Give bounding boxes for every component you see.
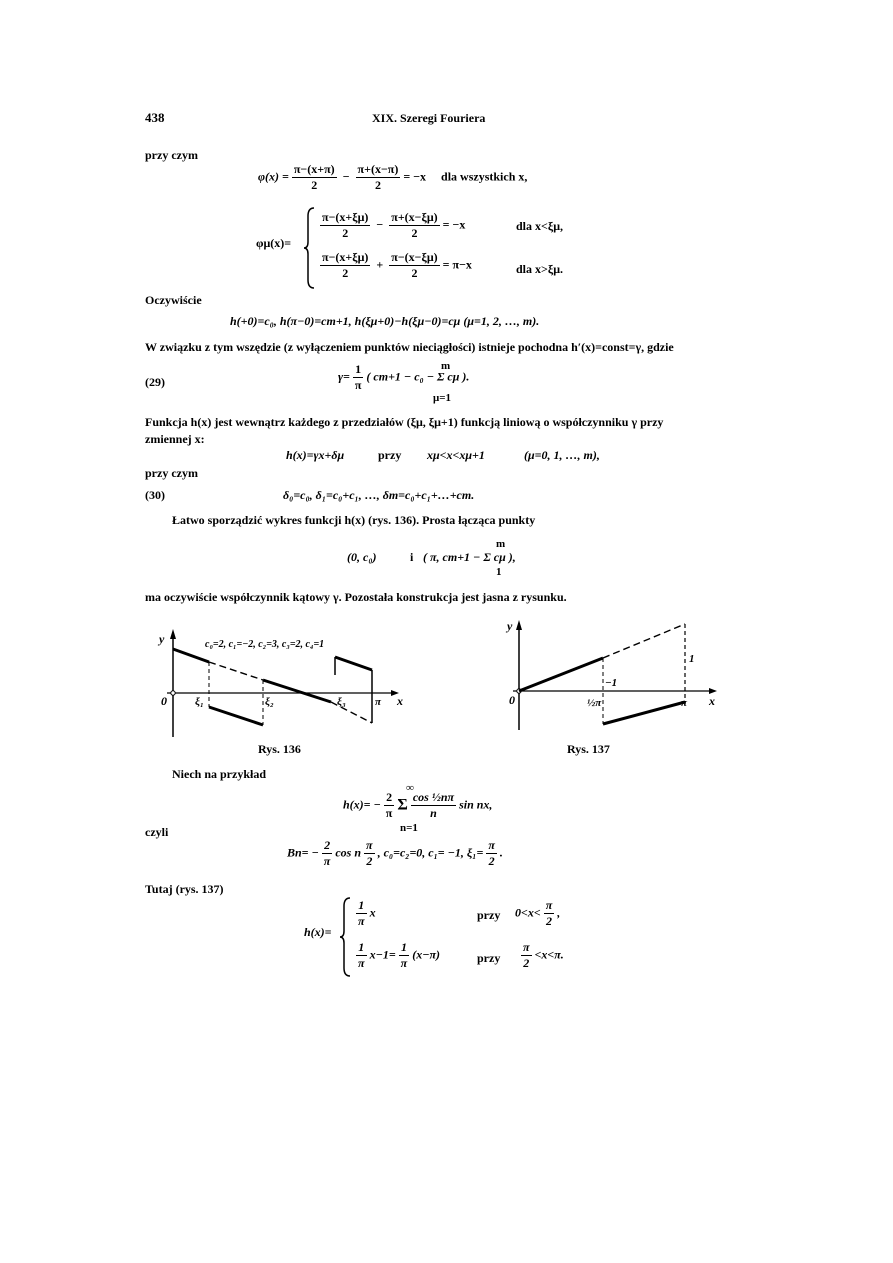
- eq-hx-b-range: [521, 940, 564, 971]
- eq-points-a: (0, c₀): [347, 550, 377, 564]
- eq-bn-rest: , c₀=c₂=0, c₁= −1, ξ₁=: [377, 845, 484, 860]
- eq-hx-b-range-n: π: [523, 940, 530, 954]
- eq-hx-lhs: h(x)=: [304, 925, 332, 939]
- eq-points-b: ( π, cm+1 − Σ cμ ),: [423, 550, 516, 564]
- fig137-seg-2: [603, 702, 685, 724]
- fig137-origin-label: 0: [509, 693, 515, 707]
- fig136-x-label: x: [397, 694, 403, 708]
- eq-phi-frac1: [292, 162, 337, 193]
- page-number: 438: [145, 110, 165, 125]
- eq-example-frac-d: π: [385, 806, 393, 820]
- fig136-seg-4: [335, 657, 372, 670]
- brace-hx: [340, 896, 352, 978]
- eq-phi: φ(x) = $\frac{\pi-(x+\pi)}{2}$ − $\frac{\pi+(x-\pi)}{2}$ = −x dla wszystkich x,: [258, 162, 528, 192]
- eq-phi-cond: dla wszystkich x,: [441, 169, 528, 184]
- eq-bn-frac3-d: 2: [488, 854, 495, 868]
- fig137-minus1-label: −1: [605, 677, 618, 689]
- eq-bn-frac3-n: π: [488, 838, 495, 852]
- eq-hx-a-range-text: 0<x<: [515, 905, 541, 920]
- eq29-label: (29): [145, 375, 165, 389]
- eq-hx-b-range-d: 2: [523, 956, 530, 970]
- fig137-halfpi-label: ½π: [587, 697, 602, 709]
- fig136-xi2-label: ξ₂: [265, 696, 274, 708]
- text-przy-czym-2: przy czym: [145, 466, 198, 480]
- text-latwo: Łatwo sporządzić wykres funkcji h(x) (rys. 136). Prosta łącząca punkty: [172, 513, 536, 527]
- eq-hx-a-range-n: π: [545, 898, 553, 912]
- fig136-xi3-label: ξ₃: [337, 696, 346, 708]
- eq-phi-num2: π+(x−π): [357, 162, 399, 176]
- fig136-pi-label: π: [375, 696, 382, 708]
- fig137-pi-label: π: [681, 697, 688, 709]
- eq-hx-b: [356, 940, 440, 971]
- eq-phimu-b-cond: dla x>ξμ.: [516, 262, 563, 276]
- fig137-seg-1: [519, 658, 603, 691]
- eq-hx-b-end: (x−π): [412, 947, 441, 962]
- eq-hx-b-1d: π: [358, 956, 365, 970]
- eq-points-sum-bot: 1: [496, 566, 502, 578]
- eq29-body: ( cm+1 − c₀ − Σ cμ ).: [366, 369, 470, 384]
- fig136-origin-dot: [171, 691, 175, 695]
- eq-phi-den1: 2: [311, 178, 318, 192]
- eq29-frac-n: 1: [353, 362, 364, 378]
- fig136-params: c₀=2, c₁=−2, c₂=3, c₃=2, c₄=1: [205, 639, 325, 650]
- eq-hx-a-range: [515, 898, 560, 929]
- text-ma-oczywiscie: ma oczywiście współczynnik kątowy γ. Pozostała konstrukcja jest jasna z rysunku.: [145, 590, 567, 604]
- eq-hx-b-2n: 1: [399, 940, 410, 956]
- eq-phimu-b-den2: 2: [411, 266, 418, 280]
- fig137-x-label: x: [709, 694, 715, 708]
- text-przy-czym: przy czym: [145, 148, 198, 162]
- eq-example-frac-n: 2: [384, 790, 395, 806]
- eq-phimu-a: $\frac{\pi-(x+\xi\mu)}{2}$ − $\frac{\pi+(x-\xi\mu)}{2}$ = −x: [322, 210, 466, 240]
- eq-example-term-n: cos ½nπ: [412, 790, 455, 804]
- eq-phimu-b-num1: π−(x+ξμ): [322, 250, 369, 264]
- eq-bn-frac-d: π: [323, 854, 331, 868]
- eq-hx-a-n: 1: [356, 898, 367, 914]
- eq-hx-b-range-text: <x<π.: [534, 947, 564, 962]
- eq-phi-den2: 2: [374, 178, 381, 192]
- eq29-sum-bot: μ=1: [433, 392, 452, 404]
- eq-hx-b-cond: przy: [477, 951, 501, 965]
- eq29-lhs: γ=: [338, 369, 350, 384]
- eq-example-sum-bot: n=1: [400, 822, 418, 834]
- eq-hlin-cond3: (μ=0, 1, …, m),: [524, 448, 600, 462]
- eq-phimu-b: $\frac{\pi-(x+\xi\mu)}{2}$ + $\frac{\pi-(x-\xi\mu)}{2}$ = π−x: [322, 250, 472, 280]
- fig137-one-label: 1: [689, 653, 695, 665]
- eq-example-sum-top: ∞: [406, 782, 414, 794]
- eq-bn-end: .: [499, 845, 503, 860]
- eq-phimu-b-num2: π−(x−ξμ): [391, 250, 438, 264]
- fig137-caption: Rys. 137: [567, 742, 610, 756]
- eq-hx-a-x: x: [369, 905, 376, 920]
- eq-bn: [287, 838, 503, 869]
- eq-hx-b-1n: 1: [356, 940, 367, 956]
- fig136-dash-1: [209, 662, 263, 680]
- eq-phimu-a-den1: 2: [342, 226, 349, 240]
- eq-h-limits: h(+0)=c₀, h(π−0)=cm+1, h(ξμ+0)−h(ξμ−0)=cμ (μ=1, 2, …, m).: [230, 314, 540, 328]
- brace-phimu: [304, 206, 316, 290]
- eq-hx-a-range-d: 2: [545, 914, 552, 928]
- eq-hlin-cond1: przy: [378, 448, 402, 462]
- eq29-frac-d: π: [354, 378, 362, 392]
- eq-bn-lhs: Bn= −: [287, 845, 319, 860]
- eq-hx-a-d: π: [358, 914, 365, 928]
- eq-phimu-a-cond: dla x<ξμ,: [516, 219, 563, 233]
- fig136-y-arrow: [170, 629, 176, 639]
- fig136-xi1-label: ξ₁: [195, 696, 204, 708]
- eq-hx-b-mid: x−1=: [369, 947, 396, 962]
- eq30: δ₀=c₀, δ₁=c₀+c₁, …, δm=c₀+c₁+…+cm.: [283, 488, 475, 502]
- eq30-label: (30): [145, 488, 165, 502]
- fig136-seg-2: [209, 707, 263, 725]
- eq-hlin-cond2: xμ<x<xμ+1: [427, 448, 485, 462]
- eq-bn-frac2-d: 2: [366, 854, 373, 868]
- text-tutaj: Tutaj (rys. 137): [145, 882, 224, 896]
- eq-phi-rhs: = −x: [403, 169, 427, 184]
- text-w-zwiazku: W związku z tym wszędzie (z wyłączeniem punktów nieciągłości) istnieje pochodna h′(x)=const=γ, gdzie: [145, 340, 674, 354]
- fig137-dash-1: [603, 624, 685, 658]
- eq-hlin: h(x)=γx+δμ: [286, 448, 345, 462]
- eq-points-sum-top: m: [496, 538, 506, 550]
- eq-hx-b-2d: π: [400, 956, 408, 970]
- eq-phi-lhs: φ(x) =: [258, 169, 289, 184]
- eq-points-i: i: [410, 550, 414, 564]
- eq-example-lhs: h(x)= −: [343, 797, 381, 812]
- figure-136: [155, 625, 405, 740]
- fig136-seg-1: [173, 649, 209, 662]
- eq-phi-frac2: [356, 162, 401, 193]
- eq-hx-a: [356, 898, 376, 929]
- text-czyli: czyli: [145, 825, 169, 839]
- eq-phimu-b-rhs: = π−x: [442, 257, 472, 272]
- text-funkcja-b: zmiennej x:: [145, 432, 205, 446]
- figure-137: [495, 618, 725, 738]
- eq-phi-num1: π−(x+π): [293, 162, 335, 176]
- eq-phimu-a-num1: π−(x+ξμ): [322, 210, 369, 224]
- eq-phimu-lhs: φμ(x)=: [256, 236, 292, 250]
- eq-hx-a-end: ,: [557, 905, 561, 920]
- eq-example: [343, 790, 492, 821]
- eq-phimu-a-den2: 2: [411, 226, 418, 240]
- eq29-sum-top: m: [441, 360, 451, 372]
- eq-bn-frac-n: 2: [322, 838, 333, 854]
- eq-phimu-b-den1: 2: [342, 266, 349, 280]
- text-oczywiscie: Oczywiście: [145, 293, 202, 307]
- running-title: XIX. Szeregi Fouriera: [372, 111, 486, 125]
- fig137-y-arrow: [516, 620, 522, 630]
- fig137-y-label: y: [507, 619, 513, 633]
- eq-example-sum-sign: Σ: [397, 796, 408, 814]
- eq-bn-mid: cos n: [335, 845, 362, 860]
- eq-phimu-a-rhs: = −x: [442, 217, 466, 232]
- eq-example-term-d: n: [430, 806, 437, 820]
- text-funkcja-a: Funkcja h(x) jest wewnątrz każdego z przedziałów (ξμ, ξμ+1) funkcją liniową o współczynniku γ przy: [145, 415, 664, 429]
- eq-example-tail: sin nx,: [459, 797, 493, 812]
- text-niech: Niech na przykład: [172, 767, 267, 781]
- eq-bn-frac2-n: π: [366, 838, 373, 852]
- fig136-origin-label: 0: [161, 694, 167, 708]
- fig136-y-label: y: [159, 632, 165, 646]
- eq-hx-a-cond: przy: [477, 908, 501, 922]
- eq-phimu-a-num2: π+(x−ξμ): [391, 210, 438, 224]
- fig136-caption: Rys. 136: [258, 742, 301, 756]
